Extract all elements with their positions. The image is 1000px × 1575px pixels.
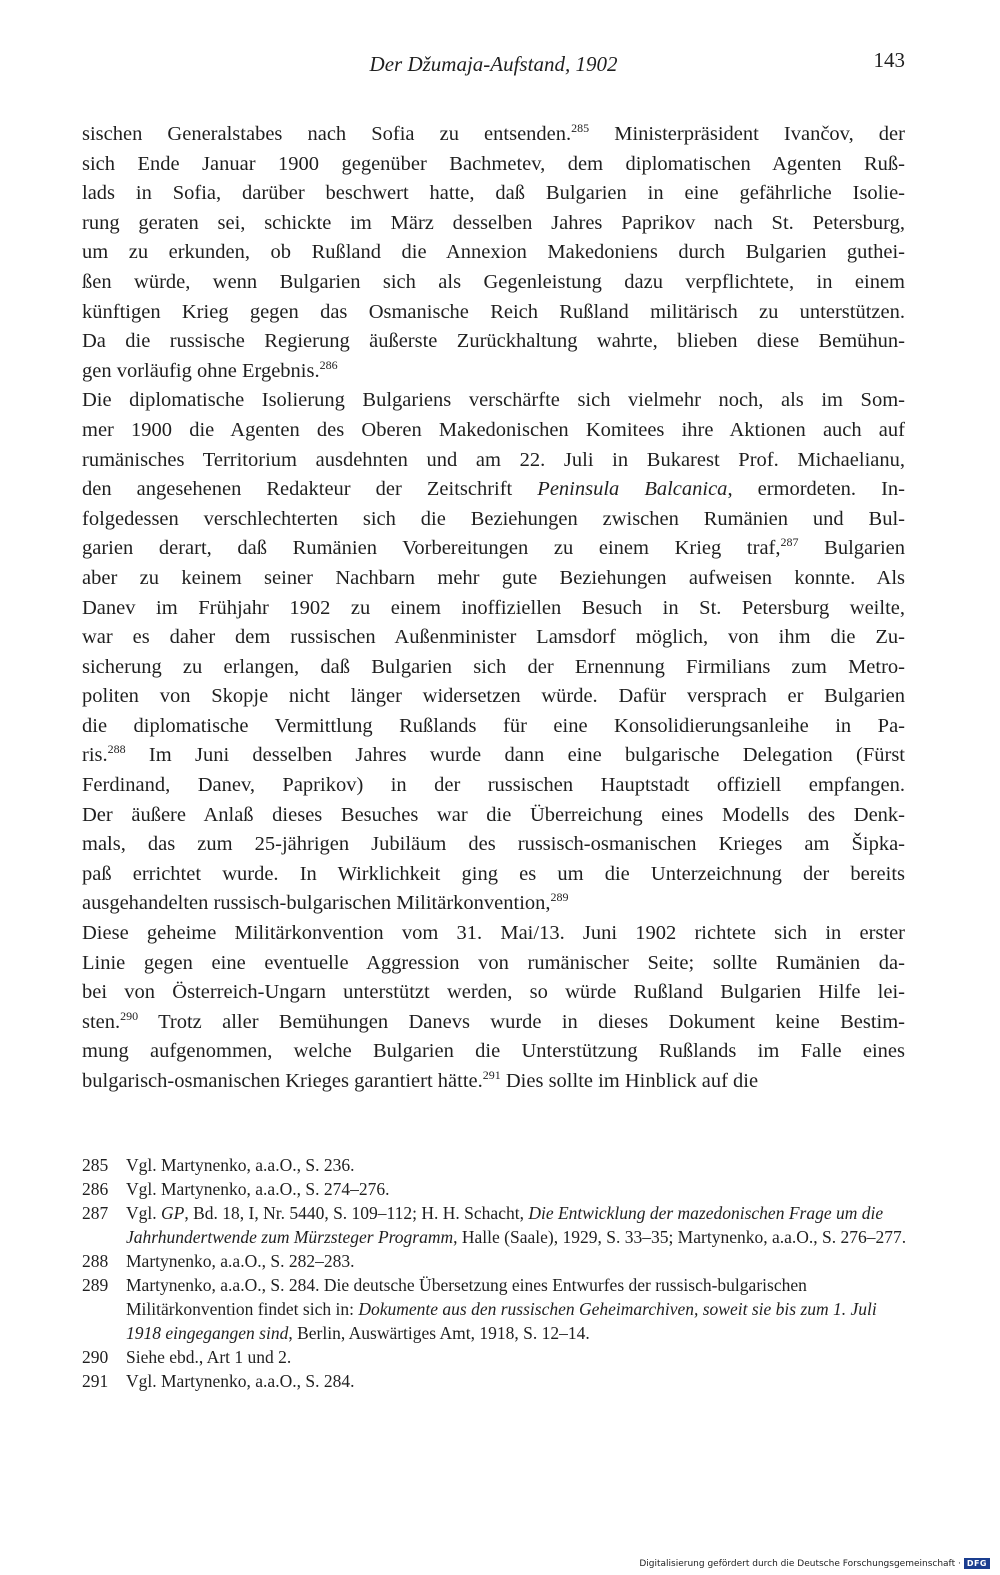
paragraph [82,386,905,919]
footnote-ref: 287 [780,535,799,550]
text-line: Da die russische Regierung äußerste Zurückhaltung wahrte, blieben diese Bemühun- [82,330,905,353]
text-line: politen von Skopje nicht länger widersetzen würde. Dafür versprach er Bulgarien [82,685,905,708]
body-text [82,120,905,1097]
footnote-number: 287 [82,1203,109,1223]
text-line: mung aufgenommen, welche Bulgarien die Unterstützung Rußlands im Falle eines [82,1040,905,1063]
footnote-text: Martynenko, a.a.O., S. 284. Die deutsche Übersetzung eines Entwurfes der russisch-bulgarischen Militärkonvention findet sich in: Dokumente aus den russischen Geheimarchiven, soweit sie bis zum 1. Juli 1918 eingegangen sind, Berlin, Auswärtiges Amt, 1918, S. 12–14. [126,1275,877,1343]
banner-text: Digitalisierung gefördert durch die Deutsche Forschungsgemeinschaft · [639,1558,961,1569]
text-line: gen vorläufig ohne Ergebnis.$^{286}$ [82,357,338,382]
footnote [82,1273,912,1345]
text-line: sten.$^{290}$ Trotz aller Bemühungen Danevs wurde in dieses Dokument keine Bestim- [82,1008,905,1033]
text-line: war es daher dem russischen Außenminister Lamsdorf möglich, von ihm die Zu- [82,626,905,649]
text-line: sischen Generalstabes nach Sofia zu entsenden.$^{285}$ Ministerpräsident Ivančov, der [82,121,905,145]
footnote-text: Martynenko, a.a.O., S. 282–283. [126,1251,355,1271]
text-line: rung geraten sei, schickte im März desselben Jahres Paprikov nach St. Petersburg, [82,211,905,234]
footnote-ref: 288 [107,742,126,757]
footnote [82,1177,912,1201]
text-line: sicherung zu erlangen, daß Bulgarien sich der Ernennung Firmilians zum Metro- [82,655,905,678]
text-line: Diese geheime Militärkonvention vom 31. Mai/13. Juni 1902 richtete sich in erster [82,922,905,945]
footnote-text: Vgl. Martynenko, a.a.O., S. 274–276. [126,1179,390,1199]
dfg-banner [639,1558,990,1569]
footnote-ref: 290 [120,1008,139,1023]
footnotes [82,1153,912,1393]
footnote [82,1369,912,1393]
text-line: Linie gegen eine eventuelle Aggression von rumänischer Seite; sollte Rumänien da- [82,951,905,974]
footnote-text: Vgl. GP, Bd. 18, I, Nr. 5440, S. 109–112; H. H. Schacht, Die Entwicklung der mazedonischen Frage um die Jahrhundertwende zum Mürzsteger Programm, Halle (Saale), 1929, S. 33–35; Martynenko, a.a.O., S. 276–277. [126,1203,907,1247]
text-line: um zu erkunden, ob Rußland die Annexion Makedoniens durch Bulgarien guthei- [82,241,905,264]
footnote-number: 286 [82,1179,109,1199]
text-line: Der äußere Anlaß dieses Besuches war die Überreichung eines Modells des Denk- [82,803,905,826]
footnote-number: 290 [82,1347,109,1367]
footnote-ref: 285 [571,121,590,135]
text-line: aber zu keinem seiner Nachbarn mehr gute Beziehungen aufweisen konnte. Als [82,566,905,589]
text-line: mals, das zum 25-jährigen Jubiläum des russisch-osmanischen Krieges am Šipka- [82,833,905,856]
text-line: Die diplomatische Isolierung Bulgariens verschärfte sich vielmehr noch, als im Som- [82,389,905,412]
footnote-text: Siehe ebd., Art 1 und 2. [126,1347,292,1367]
text-line: rumänisches Territorium ausdehnten und am 22. Juli in Bukarest Prof. Michaelianu, [82,448,905,471]
footnote-text: Vgl. Martynenko, a.a.O., S. 284. [126,1371,355,1391]
footnote-number: 291 [82,1371,109,1391]
dfg-logo: DFG [964,1558,990,1569]
footnote [82,1153,912,1177]
paragraph [82,120,905,386]
footnote-number: 288 [82,1251,109,1271]
footnote-ref: 286 [319,357,338,372]
text-line: den angesehenen Redakteur der Zeitschrift Peninsula Balcanica, ermordeten. In- [82,478,905,501]
text-line: Ferdinand, Danev, Paprikov) in der russischen Hauptstadt offiziell empfangen. [82,774,905,797]
footnote [82,1201,912,1249]
text-line: künftigen Krieg gegen das Osmanische Reich Rußland militärisch zu unterstützen. [82,300,905,323]
page-number: 143 [873,48,905,72]
running-title: Der Džumaja-Aufstand, 1902 [369,52,618,76]
running-header [82,48,905,82]
text-line: ris.$^{288}$ Im Juni desselben Jahres wurde dann eine bulgarische Delegation (Fürst [82,742,905,767]
text-line: garien derart, daß Rumänien Vorbereitungen zu einem Krieg traf,$^{287}$ Bulgarien [82,535,906,560]
text-line: ßen würde, wenn Bulgarien sich als Gegenleistung dazu verpflichtete, in einem [82,270,905,293]
footnote-ref: 291 [482,1068,501,1082]
text-line: lads in Sofia, darüber beschwert hatte, daß Bulgarien in eine gefährliche Isolie- [82,182,905,205]
journal-title: Peninsula Balcanica [537,478,728,501]
text-line: ausgehandelten russisch-bulgarischen Militärkonvention,$^{289}$ [82,890,569,915]
text-line: bei von Österreich-Ungarn unterstützt werden, so würde Rußland Bulgarien Hilfe lei- [82,981,905,1004]
footnote-ref: 289 [550,890,569,905]
text-line: die diplomatische Vermittlung Rußlands für eine Konsolidierungsanleihe in Pa- [82,714,905,737]
paragraph [82,919,905,1097]
footnote-number: 285 [82,1155,109,1175]
text-line: bulgarisch-osmanischen Krieges garantiert hätte.$^{291}$ Dies sollte im Hinblick auf die [82,1068,759,1092]
text-line: folgedessen verschlechterten sich die Beziehungen zwischen Rumänien und Bul- [82,507,905,530]
footnote-number: 289 [82,1275,109,1295]
text-line: paß errichtet wurde. In Wirklichkeit ging es um die Unterzeichnung der bereits [82,862,905,885]
footnote [82,1345,912,1369]
footnote [82,1249,912,1273]
text-line: sich Ende Januar 1900 gegenüber Bachmetev, dem diplomatischen Agenten Ruß- [82,152,905,175]
footnote-text: Vgl. Martynenko, a.a.O., S. 236. [126,1155,355,1175]
text-line: Danev im Frühjahr 1902 zu einem inoffiziellen Besuch in St. Petersburg weilte, [82,596,905,619]
text-line: mer 1900 die Agenten des Oberen Makedonischen Komitees ihre Aktionen auch auf [82,418,905,441]
